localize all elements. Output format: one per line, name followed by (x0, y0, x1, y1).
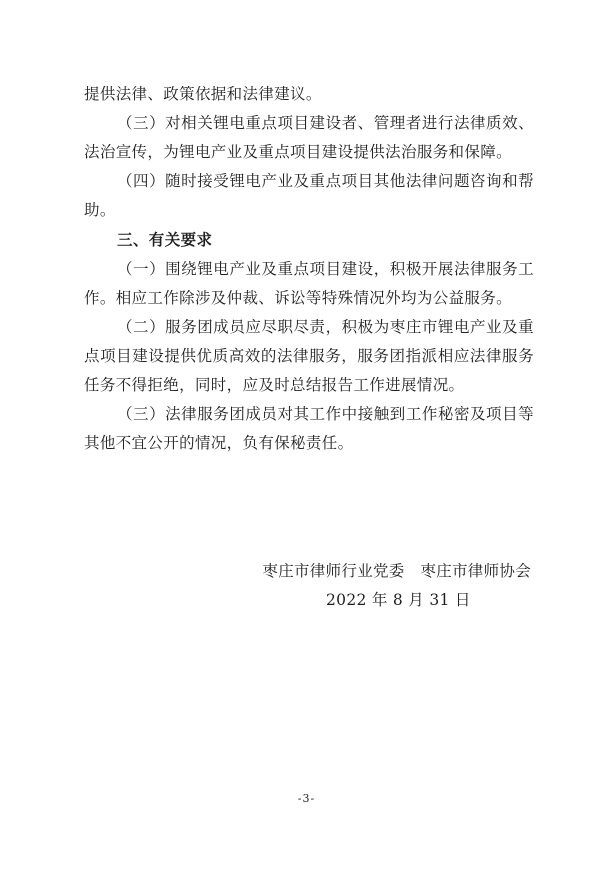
paragraph-item-four: （四）随时接受锂电产业及重点项目其他法律问题咨询和帮助。 (84, 172, 534, 219)
signature-date: 2022 年 8 月 31 日 (326, 591, 471, 609)
paragraph-continuation: 提供法律、政策依据和法律建议。 (84, 85, 322, 103)
requirement-item-one: （一）围绕锂电产业及重点项目建设，积极开展法律服务工作。相应工作除涉及仲裁、诉讼等特殊情况外均为公益服务。 (84, 260, 534, 307)
page-number: -3- (297, 792, 316, 805)
requirement-item-three: （三）法律服务团成员对其工作中接触到工作秘密及项目等其他不宜公开的情况，负有保秘责任。 (84, 405, 534, 452)
paragraph-item-three: （三）对相关锂电重点项目建设者、管理者进行法律质效、法治宣传，为锂电产业及重点项目建设提供法治服务和保障。 (84, 114, 534, 161)
section-heading: 三、有关要求 (117, 231, 213, 249)
requirement-item-two: （二）服务团成员应尽职尽责，积极为枣庄市锂电产业及重点项目建设提供优质高效的法律服务，服务团指派相应法律服务任务不得拒绝，同时，应及时总结报告工作进展情况。 (84, 318, 534, 394)
signature-organizations: 枣庄市律师行业党委 枣庄市律师协会 (262, 562, 531, 580)
